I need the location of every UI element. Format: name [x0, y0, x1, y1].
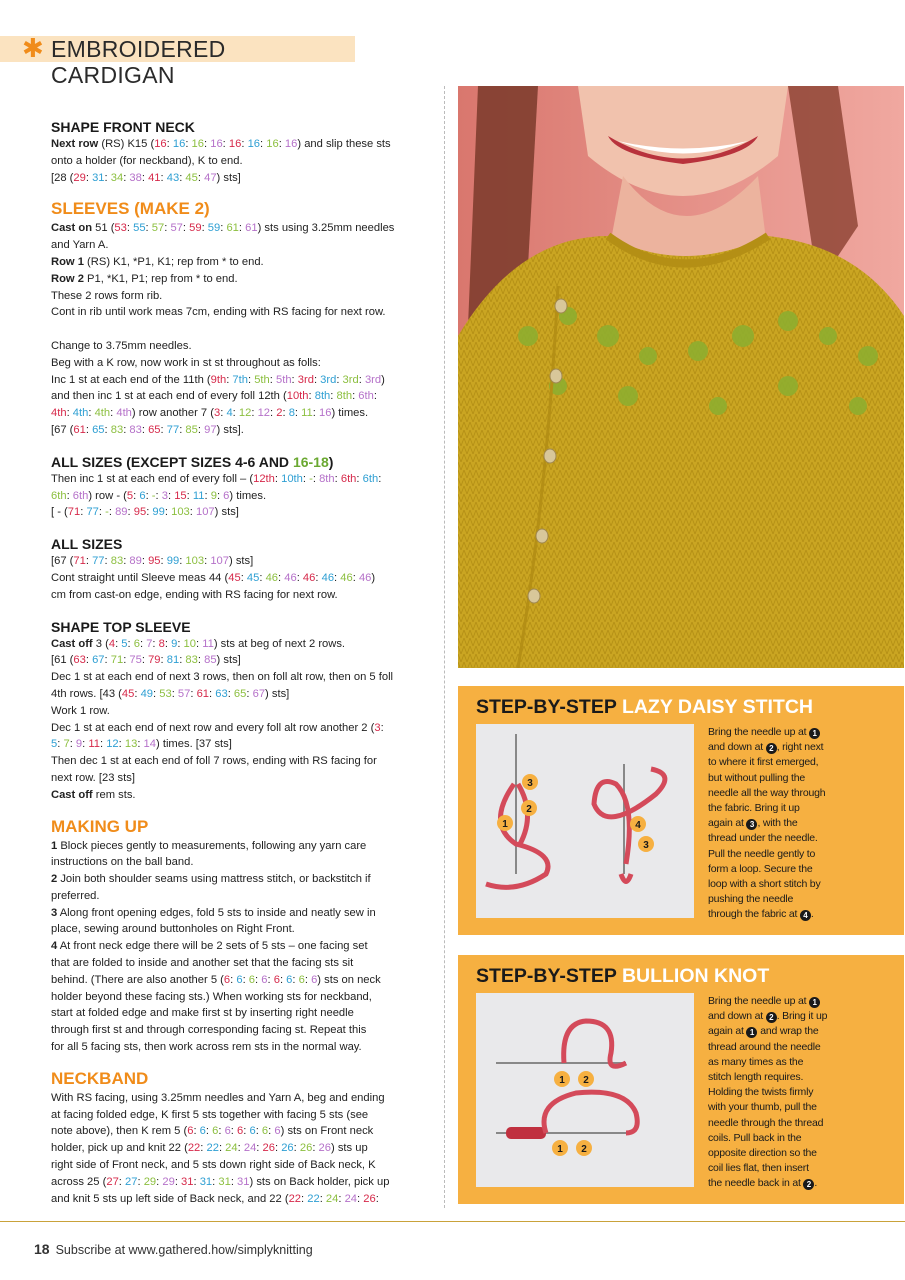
instruction-line: coils. Pull back in the [708, 1131, 802, 1144]
heading-neckband: NECKBAND [51, 1068, 149, 1088]
svg-text:2: 2 [583, 1075, 589, 1086]
size-value: 97 [204, 423, 217, 436]
size-value: 41 [148, 171, 161, 184]
instruction-line: form a loop. Secure the [708, 862, 813, 875]
bullion-knot-instructions [708, 994, 894, 1192]
size-value: 31 [237, 1175, 250, 1188]
page-number: 18 [34, 1241, 50, 1257]
size-value: 65 [233, 687, 247, 700]
size-value: 71 [110, 654, 124, 667]
size-value: 57 [177, 687, 191, 700]
size-value: 8th [336, 390, 353, 403]
size-value: 4 [108, 637, 116, 650]
size-value: 47 [204, 171, 217, 184]
instruction-line: thread under the needle. [708, 832, 818, 845]
size-value: 9 [171, 637, 178, 650]
svg-text:3: 3 [527, 778, 533, 789]
size-value: 6 [223, 973, 231, 986]
size-value: 61 [245, 222, 258, 235]
text-line: Row 1 (RS) K1, *P1, K1; rep from * to end. [51, 255, 264, 268]
size-value: 10th [286, 390, 309, 403]
text-line: instructions on the ball band. [51, 856, 194, 869]
text-line: place, sewing around buttonholes on Right Front. [51, 923, 295, 936]
text-line: 5: 7: 9: 11: 12: 13: 14) times. [37 sts] [51, 738, 232, 751]
size-value: 6 [286, 973, 293, 986]
size-value: 29 [73, 171, 86, 184]
text-line: and Yarn A. [51, 239, 109, 252]
size-value: 6 [273, 973, 280, 986]
size-value: 38 [129, 171, 142, 184]
bullion-knot-markers [552, 1071, 594, 1156]
instruction-line: coil lies flat, then insert [708, 1162, 809, 1175]
size-value: - [309, 472, 313, 485]
size-value: 53 [159, 687, 172, 700]
size-value: 89 [129, 555, 142, 568]
size-value: 6 [274, 1125, 281, 1138]
text-line: 2 Join both shoulder seams using mattress stitch, or backstitch if [51, 873, 371, 886]
size-value: 6 [224, 1125, 231, 1138]
instruction-line: as many times as the [708, 1055, 804, 1068]
size-value: 12 [257, 407, 271, 420]
size-value: 6th [362, 472, 379, 485]
text-line: Inc 1 st at each end of the 11th (9th: 7th: 5th: 5th: 3rd: 3rd: 3rd: 3rd) [51, 373, 385, 386]
size-value: 26 [262, 1142, 275, 1155]
size-value: 4th [116, 407, 132, 420]
size-value: 5th [275, 373, 292, 386]
size-value: 7th [232, 373, 248, 386]
size-value: 2 [276, 407, 283, 420]
instruction-line: and down at 2 , right next [708, 741, 824, 754]
size-value: 11 [301, 407, 313, 420]
size-value: 11 [192, 489, 205, 502]
size-value: 3rd [320, 373, 337, 386]
text-line: cm from cast-on edge, ending with RS facing for next row. [51, 588, 338, 601]
size-value: 46 [321, 571, 335, 584]
text-line: 3 Along front opening edges, fold 5 sts to inside and neatly sew in [51, 906, 376, 919]
text-line: Cast off rem sts. [51, 788, 136, 801]
text-line: Cast on 51 (53: 55: 57: 57: 59: 59: 61: 61) sts using 3.25mm needles [51, 222, 395, 235]
size-value: 77 [166, 423, 180, 436]
size-value: 16 [228, 138, 242, 150]
size-value: 63 [215, 687, 228, 700]
size-value: 45 [228, 571, 241, 584]
size-value: 63 [73, 654, 86, 667]
svg-text:2: 2 [581, 1144, 587, 1155]
text-line: Work 1 row. [51, 704, 110, 717]
size-value: 53 [114, 222, 127, 235]
size-value: 83 [110, 423, 124, 436]
size-value: 6th [72, 489, 89, 502]
text-line: Cast off 3 (4: 5: 6: 7: 8: 9: 10: 11) sts at beg of next 2 rows. [51, 637, 346, 650]
size-value: 4th [72, 407, 89, 420]
size-value: 3rd [297, 373, 314, 386]
text-line: right side of Front neck, and 5 sts down right side of Back neck, K [51, 1159, 376, 1172]
size-value: 59 [207, 222, 221, 235]
text-line: note above), then K rem 5 (6: 6: 6: 6: 6: 6: 6: 6) sts on Front neck [51, 1125, 374, 1138]
text-line: Cont in rib until work meas 7cm, ending with RS facing for next row. [51, 306, 386, 319]
lazy-daisy-title: STEP-BY-STEP LAZY DAISY STITCH [476, 696, 813, 718]
instruction-line: Bring the needle up at 1 [708, 725, 894, 740]
svg-text:2: 2 [526, 804, 532, 815]
size-value: 10th [281, 472, 303, 485]
size-value: 107 [210, 555, 229, 568]
size-value: 5th [254, 373, 270, 386]
text-line: [67 (71: 77: 83: 89: 95: 99: 103: 107) sts] [51, 555, 254, 568]
text-line: Beg with a K row, now work in st st throughout as folls: [51, 356, 321, 369]
footer [34, 1241, 313, 1258]
text-line: Cont straight until Sleeve meas 44 (45: 45: 46: 46: 46: 46: 46: 46) [51, 571, 376, 584]
size-value: 6 [311, 973, 318, 986]
svg-text:1: 1 [559, 1075, 565, 1086]
text-line: that are folded to inside and another set that the facing sts sit [51, 957, 354, 970]
size-value: 31 [218, 1175, 231, 1188]
instruction-line: to where it first emerged, [708, 756, 819, 769]
text-line: holder beyond these facing sts.) When working sts for neckband, [51, 990, 372, 1003]
size-value: 71 [73, 555, 86, 568]
size-value: 107 [195, 506, 215, 519]
text-line: preferred. [51, 889, 100, 902]
size-value: 6 [139, 489, 146, 502]
instruction-line: needle all the way through [708, 786, 826, 799]
text-line: behind. (There are also another 5 (6: 6: 6: 6: 6: 6: 6: 6) sts on neck [51, 973, 381, 986]
size-value: 26 [281, 1142, 294, 1155]
size-value: 46 [265, 571, 279, 584]
text-line: start at folded edge and make first st by inserting right needle [51, 1007, 354, 1020]
text-line: With RS facing, using 3.25mm needles and Yarn A, beg and ending [51, 1091, 385, 1104]
size-value: 12th [253, 472, 275, 485]
size-value: 77 [86, 506, 99, 519]
page-title: EMBROIDERED CARDIGAN [51, 36, 226, 88]
instruction-line: the fabric. Bring it up [708, 802, 800, 815]
text-line: at facing folded edge, K first 5 sts together with facing 5 sts (see [51, 1108, 369, 1121]
text-line: for all 5 facing sts, then work across rem sts in the normal way. [51, 1041, 362, 1054]
size-value: 8 [158, 637, 165, 650]
text-line: Next row (RS) K15 (16: 16: 16: 16: 16: 16: 16: 16) and slip these sts [51, 138, 391, 150]
size-value: 24 [225, 1142, 238, 1155]
size-value: 4th [94, 407, 111, 420]
size-value: 24 [325, 1192, 339, 1205]
size-value: 95 [148, 555, 161, 568]
text-line: [ - (71: 77: -: 89: 95: 99: 103: 107) sts] [51, 506, 239, 519]
text-line: and knit 5 sts up left side of Back neck, and 22 (22: 22: 24: 24: 26: [51, 1192, 379, 1205]
svg-text:1: 1 [557, 1144, 563, 1155]
step-number-icon: 2 [766, 1012, 777, 1023]
instruction-line: opposite direction so the [708, 1147, 817, 1160]
size-value: 7 [146, 637, 153, 650]
size-value: 22 [307, 1192, 320, 1205]
size-value: 55 [133, 222, 146, 235]
size-value: 77 [92, 555, 105, 568]
photo-illustration [458, 86, 904, 668]
size-value: 61 [226, 222, 239, 235]
instruction-line: but without pulling the [708, 771, 805, 784]
size-value: 85 [185, 423, 198, 436]
text-line: These 2 rows form rib. [51, 289, 163, 302]
size-value: 6 [237, 1125, 244, 1138]
step-number-icon: 1 [809, 997, 820, 1008]
heading-shape-top-sleeve: SHAPE TOP SLEEVE [51, 618, 191, 635]
text-line: [61 (63: 67: 71: 75: 79: 81: 83: 85) sts] [51, 654, 241, 667]
lazy-daisy-illustration [476, 724, 694, 918]
size-value: 6 [223, 489, 230, 502]
size-value: 16 [154, 138, 167, 150]
text-line: [67 (61: 65: 83: 83: 65: 77: 85: 97) sts]. [51, 423, 244, 436]
instruction-line: the needle back in at 2 . [708, 1177, 818, 1190]
size-value: 26 [363, 1192, 376, 1205]
size-value: 26 [299, 1142, 313, 1155]
size-value: 27 [106, 1175, 119, 1188]
size-value: 89 [115, 506, 128, 519]
size-value: 14 [143, 738, 156, 751]
heading-sleeves: SLEEVES (MAKE 2) [51, 199, 210, 219]
size-value: 103 [185, 555, 205, 568]
lazy-daisy-instructions [708, 725, 894, 923]
size-value: 99 [166, 555, 180, 568]
size-value: 6 [212, 1125, 219, 1138]
bullion-knot-illustration [476, 993, 694, 1187]
size-value: 13 [124, 738, 138, 751]
section-header [0, 33, 355, 88]
size-value: 6 [199, 1125, 206, 1138]
svg-text:3: 3 [643, 840, 649, 851]
size-value: 16 [210, 138, 223, 150]
size-value: 65 [148, 423, 161, 436]
size-value: - [151, 489, 156, 502]
heading-making-up: MAKING UP [51, 816, 149, 836]
size-value: 11 [202, 637, 214, 650]
size-value: 57 [151, 222, 165, 235]
step-number-icon: 3 [746, 819, 757, 830]
size-value: 5 [121, 637, 128, 650]
text-line: onto a holder (for neckband), K to end. [51, 154, 243, 167]
text-line: Dec 1 st at each end of next row and every foll alt row another 2 (3: [51, 721, 384, 734]
instruction-line: thread around the needle [708, 1040, 821, 1053]
size-value: 85 [204, 654, 217, 667]
instruction-line: again at 3 , with the [708, 817, 798, 830]
size-value: 16 [318, 407, 332, 420]
text-line: Then dec 1 st at each end of foll 7 rows, ending with RS facing for [51, 755, 377, 768]
text-line: through first st and through corresponding facing st. Repeat this [51, 1024, 367, 1037]
size-value: 27 [125, 1175, 138, 1188]
instruction-line: and down at 2 . Bring it up [708, 1010, 828, 1023]
size-value: 65 [92, 423, 105, 436]
size-value: 95 [133, 506, 147, 519]
size-value: 6th [51, 489, 67, 502]
text-line: holder, pick up and knit 22 (22: 22: 24: 24: 26: 26: 26: 26) sts up [51, 1142, 368, 1155]
size-value: 8th [314, 390, 331, 403]
size-value: 11 [88, 738, 100, 751]
instruction-line: through the fabric at 4 . [708, 908, 814, 921]
text-line: [28 (29: 31: 34: 38: 41: 43: 45: 47) sts] [51, 171, 241, 184]
size-value: 83 [129, 423, 142, 436]
size-value: 67 [92, 654, 105, 667]
size-value: 6 [187, 1125, 194, 1138]
step-number-icon: 2 [766, 743, 777, 754]
size-value: 59 [189, 222, 202, 235]
step-number-icon: 2 [803, 1179, 814, 1190]
size-value: 12 [106, 738, 119, 751]
size-value: 75 [129, 654, 142, 667]
size-value: 31 [181, 1175, 194, 1188]
size-value: 7 [63, 738, 70, 751]
size-value: 83 [110, 555, 124, 568]
size-value: 4th [51, 407, 67, 420]
size-value: 24 [344, 1192, 358, 1205]
size-value: 29 [162, 1175, 175, 1188]
size-value: 46 [340, 571, 353, 584]
size-value: 6 [261, 1125, 269, 1138]
size-value: 9 [210, 489, 217, 502]
text-line: 6th: 6th) row - (5: 6: -: 3: 15: 11: 9: 6) times. [51, 489, 267, 502]
instruction-line: again at 1 and wrap the [708, 1025, 819, 1038]
size-value: 6 [133, 637, 140, 650]
size-value: 6th [358, 390, 374, 403]
column-divider [444, 86, 445, 1208]
size-value: 3 [161, 489, 168, 502]
size-value: 61 [73, 423, 86, 436]
instruction-line: stitch length requires. [708, 1071, 804, 1084]
svg-text:1: 1 [502, 819, 508, 830]
size-value: 61 [196, 687, 210, 700]
stitch-diagram [476, 993, 694, 1187]
size-value: 3rd [364, 373, 382, 386]
size-value: 6th [340, 472, 357, 485]
size-value: 22 [187, 1142, 201, 1155]
text-line: Dec 1 st at each end of next 3 rows, then on foll alt row, then on 5 foll [51, 671, 394, 684]
cardigan-photo [458, 86, 904, 668]
size-value: 45 [185, 171, 198, 184]
bullion-knot-title: STEP-BY-STEP BULLION KNOT [476, 965, 770, 987]
size-value: 6 [298, 973, 305, 986]
size-value: 83 [185, 654, 198, 667]
heading-shape-front-neck: SHAPE FRONT NECK [51, 119, 195, 135]
size-value: 103 [171, 506, 190, 519]
size-value: 16 [266, 138, 279, 150]
step-number-icon: 4 [800, 910, 811, 921]
size-value: 6 [248, 973, 256, 986]
size-value: 16 [284, 138, 298, 150]
size-value: 5 [126, 489, 134, 502]
lazy-daisy-panel [458, 686, 904, 935]
size-value: 43 [166, 171, 180, 184]
size-value: 29 [143, 1175, 157, 1188]
size-value: 8 [288, 407, 295, 420]
svg-text:4: 4 [635, 820, 641, 831]
size-value: 46 [358, 571, 372, 584]
instruction-line: pushing the needle [708, 893, 794, 906]
size-value: 49 [140, 687, 154, 700]
size-value: 10 [183, 637, 196, 650]
size-value: - [105, 506, 109, 519]
instruction-line: Holding the twists firmly [708, 1086, 814, 1099]
text-line: Change to 3.75mm needles. [51, 339, 192, 352]
size-value: 26 [318, 1142, 331, 1155]
size-value: 67 [252, 687, 266, 700]
text-line: 4th: 4th: 4th: 4th) row another 7 (3: 4: 12: 12: 2: 8: 11: 16) times. [51, 407, 369, 420]
size-value: 22 [206, 1142, 219, 1155]
instruction-line: loop with a short stitch by [708, 878, 821, 891]
size-value: 99 [152, 506, 165, 519]
size-value: 12 [238, 407, 252, 420]
size-value: 46 [284, 571, 297, 584]
footer-rule [0, 1221, 905, 1222]
size-value: 6 [249, 1125, 256, 1138]
size-value: 9 [75, 738, 83, 751]
text-line: Then inc 1 st at each end of every foll – (12th: 10th: -: 8th: 6th: 6th: [51, 472, 382, 485]
size-value: 45 [246, 571, 260, 584]
size-value: 15 [174, 489, 187, 502]
text-line: across 25 (27: 27: 29: 29: 31: 31: 31: 31) sts on Back holder, pick up [51, 1175, 390, 1188]
size-value: 34 [110, 171, 124, 184]
size-value: 3rd [342, 373, 359, 386]
instruction-line: with your thumb, pull the [708, 1101, 817, 1114]
size-value: 4 [226, 407, 233, 420]
size-value: 31 [199, 1175, 213, 1188]
heading-all-sizes: ALL SIZES [51, 536, 123, 553]
size-value: 16 [247, 138, 261, 150]
text-line: Row 2 P1, *K1, P1; rep from * to end. [51, 272, 238, 285]
size-value: 16 [172, 138, 186, 150]
text-line: 1 Block pieces gently to measurements, following any yarn care [51, 839, 367, 852]
pattern-text-column [51, 104, 433, 1207]
size-value: 46 [302, 571, 316, 584]
instruction-line: Bring the needle up at 1 [708, 994, 894, 1009]
size-value: 16 [191, 138, 204, 150]
asterisk-icon: ✱ [22, 33, 44, 63]
size-value: 24 [243, 1142, 257, 1155]
size-value: 8th [319, 472, 335, 485]
size-value: 5 [51, 738, 58, 751]
size-value: 6 [236, 973, 243, 986]
bullion-knot-panel [458, 955, 904, 1204]
heading-all-sizes-except: ALL SIZES (EXCEPT SIZES 4-6 AND 16-18) [51, 453, 334, 470]
text-line: 4th rows. [43 (45: 49: 53: 57: 61: 63: 65: 67) sts] [51, 687, 290, 700]
size-value: 81 [166, 654, 180, 667]
size-value: 22 [288, 1192, 302, 1205]
text-line: 4 At front neck edge there will be 2 sets of 5 sts – one facing set [51, 940, 368, 953]
step-number-icon: 1 [746, 1027, 757, 1038]
size-value: 45 [121, 687, 135, 700]
size-value: 71 [67, 506, 81, 519]
size-value: 6 [261, 973, 268, 986]
size-value: 3 [213, 407, 221, 420]
instruction-line: needle through the thread [708, 1116, 824, 1129]
instruction-line: Pull the needle gently to [708, 847, 816, 860]
stitch-diagram [476, 724, 694, 918]
text-line: next row. [23 sts] [51, 771, 135, 784]
text-line: and then inc 1 st at each end of every foll 12th (10th: 8th: 8th: 6th: [51, 390, 377, 403]
step-number-icon: 1 [809, 728, 820, 739]
size-value: 79 [148, 654, 161, 667]
size-value: 57 [170, 222, 183, 235]
size-value: 31 [92, 171, 105, 184]
footer-text: Subscribe at www.gathered.how/simplyknitting [55, 1243, 313, 1257]
size-value: 9th [210, 373, 227, 386]
